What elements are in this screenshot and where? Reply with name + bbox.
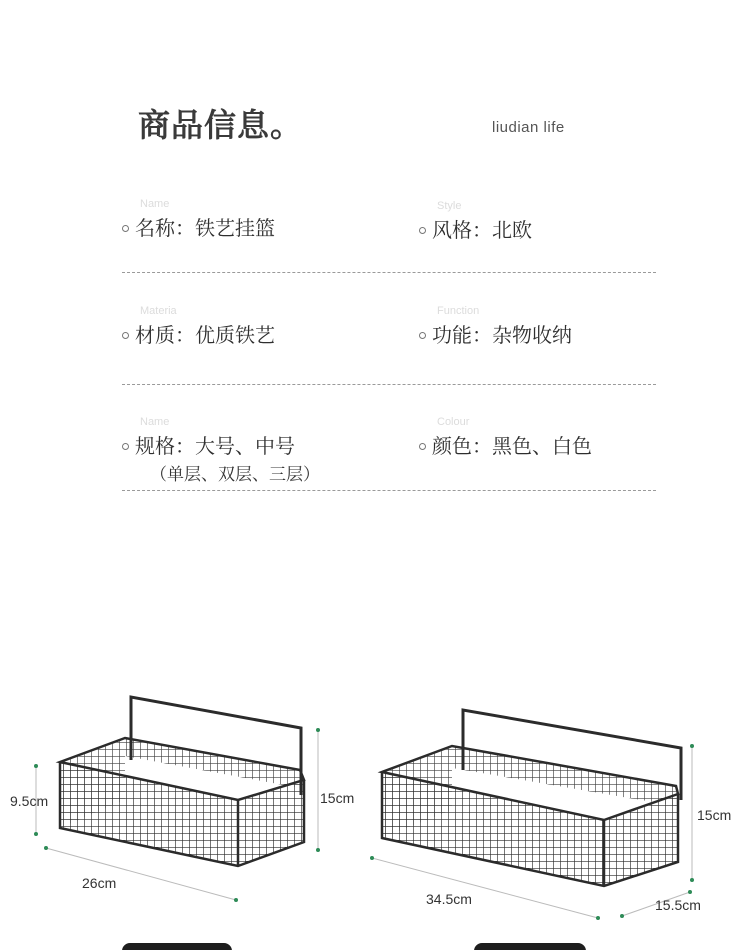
spec-function-label: 功能： <box>432 323 492 347</box>
spec-colour-value: 黑色、白色 <box>492 434 592 458</box>
spec-style-en: Style <box>437 200 462 212</box>
spec-style-label: 风格： <box>432 218 492 242</box>
spec-size-sub: （单层、双层、三层） <box>150 465 320 485</box>
spec-name-label: 名称： <box>135 216 195 240</box>
brand-name: liudian life <box>492 119 565 136</box>
basket-large <box>382 710 681 886</box>
dim-small-inner-height: 9.5cm <box>10 793 49 809</box>
spec-name-value: 铁艺挂篮 <box>195 216 275 240</box>
bullet-icon <box>122 443 129 450</box>
divider <box>122 272 656 273</box>
bullet-icon <box>122 332 129 339</box>
bullet-icon <box>419 443 426 450</box>
spec-function-en: Function <box>437 305 480 317</box>
dim-large-width: 15.5cm <box>655 897 701 913</box>
spec-size-value: 大号、中号 <box>195 434 295 458</box>
spec-material-value: 优质铁艺 <box>195 323 275 347</box>
dim-large-height: 15cm <box>697 807 732 823</box>
cut-off-element <box>122 943 232 950</box>
dim-small-height: 15cm <box>320 790 355 806</box>
bullet-icon <box>122 225 129 232</box>
spec-material-en: Materia <box>140 305 177 317</box>
bullet-icon <box>419 332 426 339</box>
spec-colour-label: 颜色： <box>432 434 492 458</box>
spec-name-en: Name <box>140 198 170 210</box>
spec-colour-en: Colour <box>437 416 470 428</box>
product-illustration <box>0 680 750 950</box>
divider <box>122 384 656 385</box>
bullet-icon <box>419 227 426 234</box>
divider <box>122 490 656 491</box>
spec-function-value: 杂物收纳 <box>492 323 572 347</box>
spec-material-label: 材质： <box>135 323 195 347</box>
dim-large-length: 34.5cm <box>426 891 472 907</box>
spec-size-en: Name <box>140 416 170 428</box>
spec-size-label: 规格： <box>135 434 195 458</box>
section-title: 商品信息。 <box>138 106 304 144</box>
spec-style-value: 北欧 <box>492 218 532 242</box>
dim-small-length: 26cm <box>82 875 117 891</box>
basket-small <box>60 697 304 866</box>
cut-off-element <box>474 943 586 950</box>
